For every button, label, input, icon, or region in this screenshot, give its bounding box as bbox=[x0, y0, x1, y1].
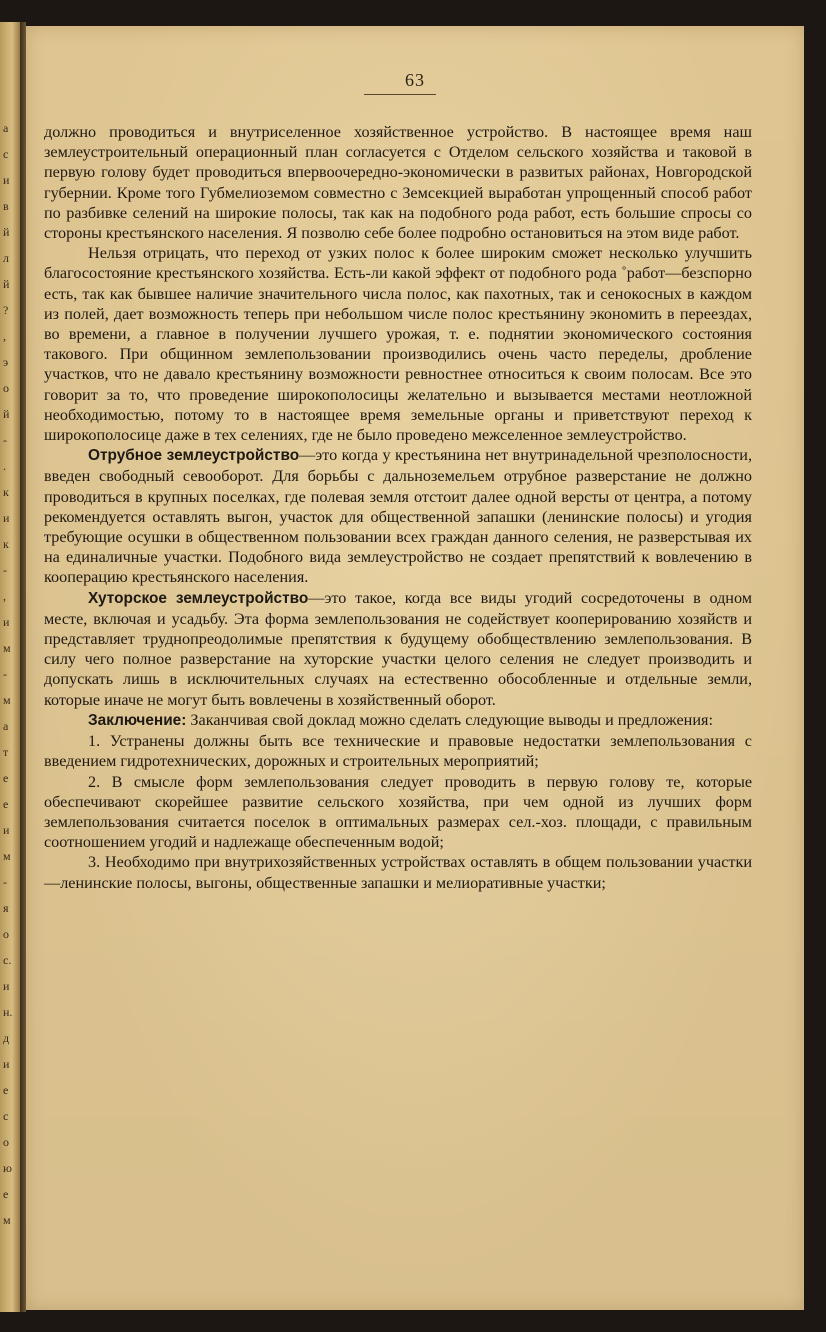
adjacent-page-strip bbox=[0, 22, 20, 1312]
margin-fragment: д bbox=[3, 1031, 10, 1045]
otrub-heading: Отрубное землеустройство bbox=[88, 447, 300, 465]
paragraph-2-text: Нельзя отрицать, что переход от узких полос к более широким сможет несколько улучшить благосостояние крестьянского хозяйства. Есть-ли какой эффект от подобного рода ˚работ—безспорно есть, так как бывшее наличие значительного числа полос, как пахотных, так и сенокосных в каждом из полей, дает возможность теперь при небольшом числе полос крестьянину экономить в переездах, во времени, а главное в получении лучшего урожая, т. е. поднятии экономического состояния такового. При общинном землепользовании производились очень часто переделы, дробление участков, что не давало крестьянину возможности ревностнее относиться к своим полосам. Все это говорит за то, что проведение широкополосицы желательно и вызывается местами неотложной необходимостью, потому то в настоящее время земельные органы и приветствуют переход к широкополосице даже в тех селениях, где не было проведено межселенное землеустройство. bbox=[44, 244, 752, 445]
margin-fragment: - bbox=[3, 433, 7, 447]
list-item-1-text: 1. Устранены должны быть все технические и правовые недостатки землепользования с введением гидротехнических, дорожных и строительных мероприятий; bbox=[44, 732, 752, 771]
margin-fragment: - bbox=[3, 667, 7, 681]
list-item-2-text: 2. В смысле форм землепользования следует проводить в первую голову те, которые обеспечивают скорейшее развитие сельского хозяйства, при чем одной из лучших форм землепользования считается поселок в оптимальных размерах сел.-хоз. площади, с правильным соотношением угодий и надлежаще обеспеченным водой; bbox=[44, 772, 752, 852]
margin-fragment: и bbox=[3, 173, 10, 187]
paragraph-2 bbox=[44, 243, 752, 445]
margin-fragment: - bbox=[3, 875, 7, 889]
paragraph-1 bbox=[44, 122, 752, 243]
body-text bbox=[44, 122, 752, 893]
paragraph-otrub bbox=[44, 445, 752, 587]
margin-fragment: . bbox=[3, 459, 6, 473]
document-page bbox=[26, 26, 804, 1310]
margin-fragment: м bbox=[3, 1213, 11, 1227]
margin-fragment: с bbox=[3, 147, 9, 161]
margin-fragment: о bbox=[3, 381, 9, 395]
list-item-3 bbox=[44, 852, 752, 892]
margin-fragment: е bbox=[3, 1083, 9, 1097]
margin-fragment: к bbox=[3, 485, 9, 499]
margin-fragment: я bbox=[3, 901, 9, 915]
margin-fragment: а bbox=[3, 121, 9, 135]
margin-fragment: к bbox=[3, 537, 9, 551]
page-number: 63 bbox=[405, 70, 425, 90]
margin-fragment: о bbox=[3, 927, 9, 941]
margin-fragment: т bbox=[3, 745, 9, 759]
margin-fragment: э bbox=[3, 355, 9, 369]
margin-fragment: с bbox=[3, 1109, 9, 1123]
margin-fragment: м bbox=[3, 849, 11, 863]
margin-fragment: и bbox=[3, 979, 10, 993]
list-item-1 bbox=[44, 731, 752, 771]
list-item-2 bbox=[44, 772, 752, 853]
conclusion-text: Заканчивая свой доклад можно сделать следующие выводы и предложения: bbox=[186, 710, 713, 729]
margin-fragment: е bbox=[3, 1187, 9, 1201]
khutor-text: —это такое, когда все виды угодий сосредоточены в одном месте, включая и усадьбу. Эта форма землепользования не содействует кооперированию хозяйств и представляет труднопреодолимые препятствия к будущему обобществлению землепользования. В силу чего полное разверстание на хуторские участки целого селения не следует производить и допускать лишь в исключительных случаях на естественно обособленные и отдельные земли, которые иначе не могут быть вовлечены в хозяйственный оборот. bbox=[44, 588, 752, 709]
margin-fragment: ю bbox=[3, 1161, 12, 1175]
margin-fragment: и bbox=[3, 615, 10, 629]
list-item-3-text: 3. Необходимо при внутрихозяйственных устройствах оставлять в общем пользовании участки—ленинские полосы, выгоны, общественные запашки и мелиоративные участки; bbox=[44, 853, 752, 892]
otrub-text: —это когда у крестьянина нет внутринадельной чрезполосности, введен свободный севооборот. Для борьбы с дальноземельем отрубное разверстание не должно проводиться в крупных поселках, где полевая земля отстоит далее одной версты от центра, а потому рекомендуется оставлять выгон, участок для общественной запашки (ленинские полосы) и угодия требующие осушки в общественном пользовании всех граждан данного селения, не разверстывая их на единаличные участки. Подобного вида землеустройство не создает препятствий к вовлечению в кооперацию крестьянского населения. bbox=[44, 446, 753, 587]
margin-fragment: и bbox=[3, 1057, 10, 1071]
margin-fragment: а bbox=[3, 719, 9, 733]
margin-fragment: , bbox=[3, 329, 6, 343]
margin-fragment: е bbox=[3, 797, 9, 811]
margin-fragment: й bbox=[3, 225, 10, 239]
margin-fragment: й bbox=[3, 407, 10, 421]
margin-fragment: й bbox=[3, 277, 10, 291]
margin-fragment: и bbox=[3, 823, 10, 837]
paragraph-khutor bbox=[44, 588, 752, 710]
paragraph-conclusion bbox=[44, 710, 752, 731]
margin-fragment: л bbox=[3, 251, 9, 265]
margin-fragment: , bbox=[3, 589, 6, 603]
margin-fragment: ? bbox=[3, 303, 9, 317]
margin-fragment: - bbox=[3, 563, 7, 577]
margin-fragment: в bbox=[3, 199, 9, 213]
conclusion-heading: Заключение: bbox=[88, 711, 187, 729]
margin-fragment: н. bbox=[3, 1005, 13, 1019]
margin-fragment: м bbox=[3, 641, 11, 655]
page-number-rule bbox=[364, 94, 436, 95]
margin-fragment: о bbox=[3, 1135, 9, 1149]
margin-fragment: е bbox=[3, 771, 9, 785]
paragraph-1-text: должно проводиться и внутриселенное хозяйственное устройство. В настоящее время наш землеустроительный операционный план согласуется с Отделом сельского хозяйства и таковой в первую голову будет проводиться впервоочередно-экономически в развитых районах, Новгородской губернии. Кроме того Губмелиоземом совместно с Земсекцией выработан упрощенный способ работ по разбивке селений на широкие полосы, так как на подобного рода работ, есть большие спросы со стороны крестьянского населения. Я позволю себе более подробно остановиться на этом виде работ. bbox=[44, 123, 752, 243]
margin-fragment: и bbox=[3, 511, 10, 525]
margin-fragment: м bbox=[3, 693, 11, 707]
khutor-heading: Хуторское землеустройство bbox=[88, 589, 309, 607]
margin-fragment: с. bbox=[3, 953, 12, 967]
